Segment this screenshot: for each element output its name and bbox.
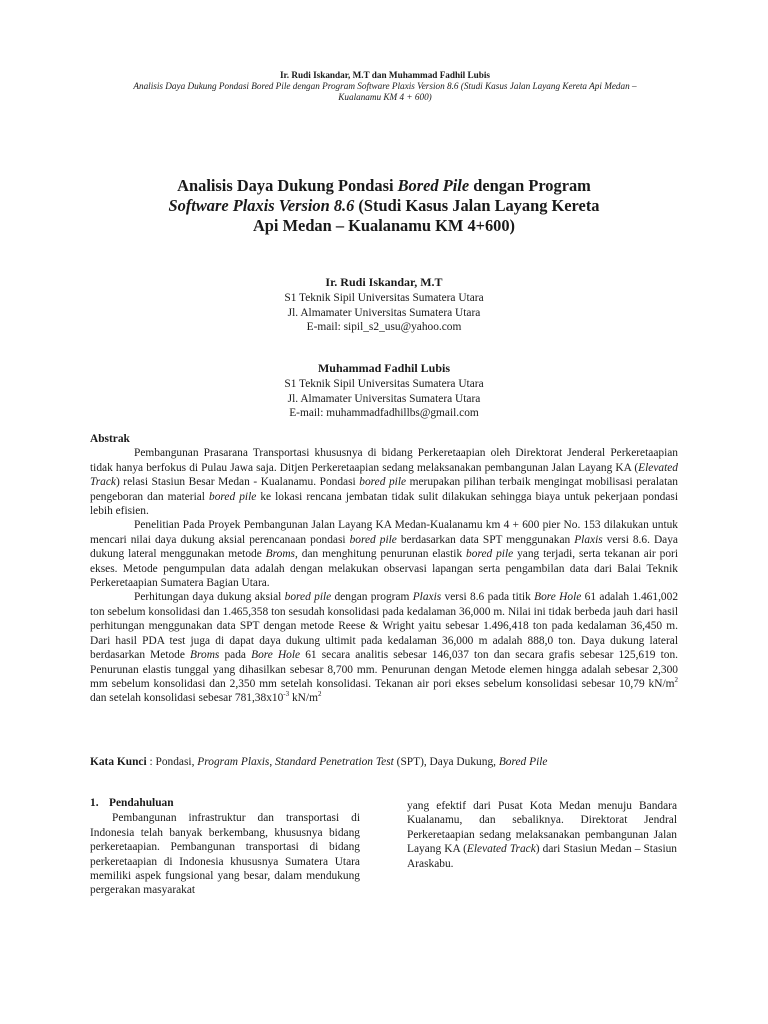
column-left: [90, 796, 360, 898]
keywords-label: Kata Kunci: [90, 756, 147, 768]
running-head-title-line2: Kualanamu KM 4 + 600): [338, 92, 432, 102]
author-block-1: [184, 275, 584, 335]
keywords: Kata Kunci : Pondasi, Program Plaxis, Standard Penetration Test (SPT), Daya Dukung, Bored Pile: [90, 756, 548, 768]
running-head-authors: Ir. Rudi Iskandar, M.T dan Muhammad Fadhil Lubis: [279, 70, 491, 80]
paper-title: [110, 176, 658, 236]
title-line3: Api Medan – Kualanamu KM 4+600): [252, 216, 516, 235]
section-heading: 1. Pendahuluan: [90, 797, 174, 809]
section-paragraph: Pembangunan infrastruktur dan transportasi di Indonesia telah banyak berkembang, khususnya bidang perkeretaapian. Pembangunan transportasi di bidang perkeretaapian di Indonesia khususnya Sumatera Utara memiliki aspek fungsional yang besar, dalam mendukung pergerakan masyarakat: [90, 812, 360, 897]
abstract-heading: Abstrak: [90, 433, 130, 445]
author-name: Muhammad Fadhil Lubis: [317, 361, 451, 375]
abstract: [90, 432, 678, 706]
author-email: E-mail: muhammadfadhillbs@gmail.com: [289, 407, 479, 420]
author-email: E-mail: sipil_s2_usu@yahoo.com: [306, 321, 462, 334]
abstract-paragraph-1: Pembangunan Prasarana Transportasi khususnya di bidang Perkeretaapian oleh Direktorat Jenderal Perkeretaapian tidak hanya berfokus di Pulau Jawa saja. Ditjen Perkeretaapian sedang melaksanakan pembangunan Jalan Layang KA (Elevated Track) relasi Stasiun Besar Medan - Kualanamu. Pondasi bored pile merupakan pilihan terbaik mengingat mobilisasi peralatan pengeboran dan material bored pile ke lokasi rencana jembatan tidak sulit dilakukan sehingga biaya untuk pekerjaan pondasi lebih efisien.: [90, 447, 678, 518]
abstract-paragraph-2: Penelitian Pada Proyek Pembangunan Jalan Layang KA Medan-Kualanamu km 4 + 600 pier No. 153 dilakukan untuk mencari nilai daya dukung aksial perencanaan pondasi bored pile berdasarkan data SPT menggunakan Plaxis versi 8.6. Daya dukung lateral menggunakan metode Broms, dan menghitung penurunan elastik bored pile yang terjadi, serta tekanan air pori ekses. Metode pengumpulan data adalah dengan melakukan observasi lapangan serta pengambilan data dari Balai Teknik Perkeretaapian Sumatera Bagian Utara.: [90, 519, 678, 590]
author-block-2: [184, 361, 584, 421]
title-line1: Analisis Daya Dukung Pondasi Bored Pile dengan Program: [177, 176, 591, 195]
column-right: [407, 799, 677, 871]
author-affiliation: S1 Teknik Sipil Universitas Sumatera Utara: [284, 378, 484, 391]
section-paragraph-continued: yang efektif dari Pusat Kota Medan menuju Bandara Kualanamu, dan sebaliknya. Direktorat Jendral Perkeretaapian sedang melaksanakan pembangunan Jalan Layang KA (Elevated Track) dari Stasiun Medan – Stasiun Araskabu.: [407, 800, 678, 870]
author-affiliation: S1 Teknik Sipil Universitas Sumatera Utara: [284, 292, 484, 305]
author-name: Ir. Rudi Iskandar, M.T: [325, 275, 443, 289]
author-address: Jl. Almamater Universitas Sumatera Utara: [287, 392, 481, 405]
title-line2: Software Plaxis Version 8.6 (Studi Kasus Jalan Layang Kereta: [168, 196, 600, 215]
author-address: Jl. Almamater Universitas Sumatera Utara: [287, 306, 481, 319]
running-head-title-line1: Analisis Daya Dukung Pondasi Bored Pile dengan Program Software Plaxis Version 8.6 (Studi Kasus Jalan Layang Kereta Api Medan –: [133, 81, 637, 91]
running-head: [90, 70, 680, 103]
abstract-paragraph-3: Perhitungan daya dukung aksial bored pile dengan program Plaxis versi 8.6 pada titik Bore Hole 61 adalah 1.461,002 ton sebelum konsolidasi dan 1.465,358 ton sesudah konsolidasi pada kedalaman 36,000 m. Nilai ini tidak berbeda jauh dari hasil perhitungan menggunakan data SPT dengan metode Reese & Wright yaitu sebesar 1.496,418 ton pada kedalaman 36,450 m. Dari hasil PDA test juga di dapat daya dukung ultimit pada kedalaman 36,000 m adalah 888,0 ton. Daya dukung lateral berdasarkan Metode Broms pada Bore Hole 61 secara analitis sebesar 146,037 ton dan secara grafis sebesar 125,619 ton. Penurunan elastis tunggal yang dihasilkan sebesar 8,700 mm. Penurunan dengan Metode elemen hingga adalah sebesar 2,300 mm sebelum konsolidasi dan 2,350 mm setelah konsolidasi. Tekanan air pori ekses sebelum konsolidasi sebesar 10,79 $kN/m^2$ dan setelah konsolidasi sebesar $781,38x10^{-3}$ $kN/m^2$: [90, 591, 679, 705]
